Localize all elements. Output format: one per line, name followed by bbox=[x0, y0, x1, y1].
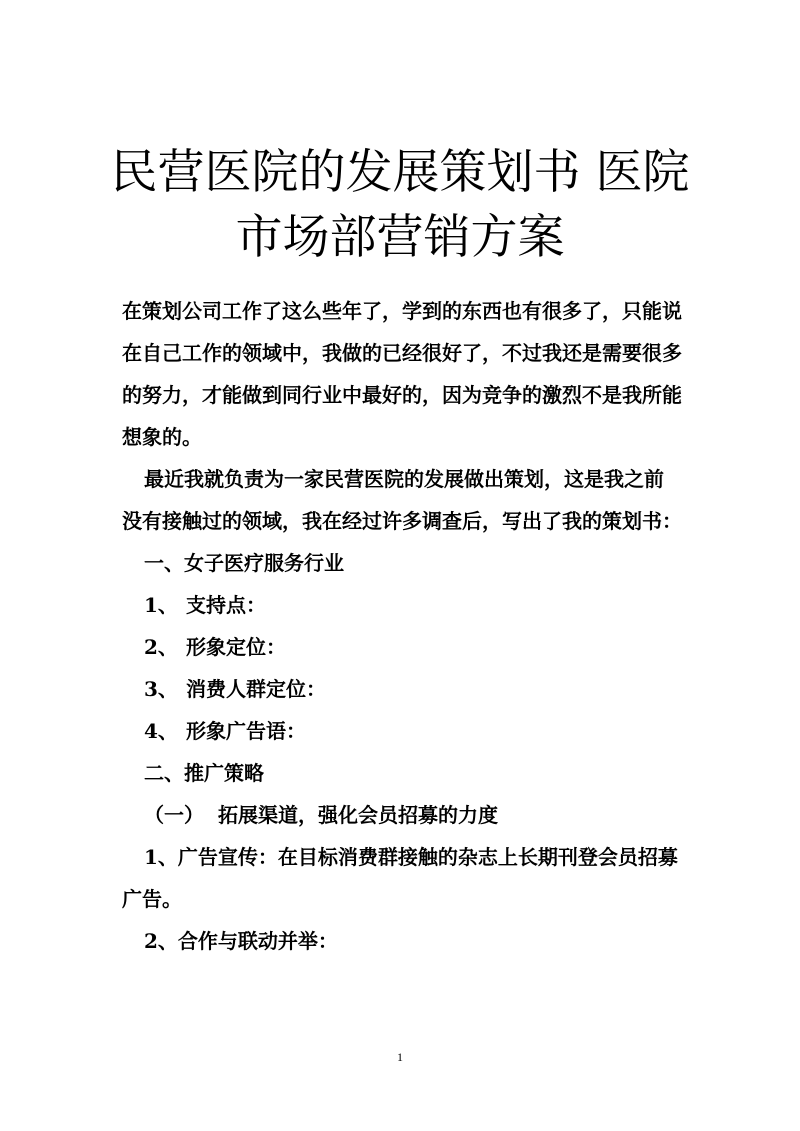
list-item-number: 4、 bbox=[144, 719, 178, 743]
paragraph-background: 最近我就负责为一家民营医院的发展做出策划，这是我之前没有接触过的领域，我在经过许多调查后，写出了我的策划书： bbox=[122, 467, 682, 533]
section-heading-2: 二、推广策略 bbox=[144, 761, 264, 785]
list-item bbox=[122, 584, 682, 626]
list-item-text: 形象广告语： bbox=[186, 719, 306, 743]
list-item bbox=[122, 626, 682, 668]
list-item-text: 支持点： bbox=[186, 593, 266, 617]
paragraph-cooperation: 2、合作与联动并举： bbox=[144, 929, 338, 953]
list-item-number: 2、 bbox=[144, 635, 178, 659]
list-item-number: 3、 bbox=[144, 677, 178, 701]
list-item-text: 消费人群定位： bbox=[186, 677, 326, 701]
page-number: 1 bbox=[397, 1050, 403, 1064]
section-heading-1: 一、女子医疗服务行业 bbox=[144, 551, 344, 575]
sub-heading bbox=[122, 794, 682, 836]
sub-heading-text: 拓展渠道，强化会员招募的力度 bbox=[218, 803, 498, 827]
list-item bbox=[122, 710, 682, 752]
paragraph-intro: 在策划公司工作了这么些年了，学到的东西也有很多了，只能说在自己工作的领域中，我做的已经很好了，不过我还是需要很多的努力，才能做到同行业中最好的，因为竞争的激烈不是我所能想象的。 bbox=[122, 299, 682, 449]
list-item-text: 形象定位： bbox=[186, 635, 286, 659]
document-title: 民营医院的发展策划书 医院市场部营销方案 bbox=[110, 145, 690, 265]
list-item bbox=[122, 668, 682, 710]
paragraph-advertising: 1、广告宣传：在目标消费群接触的杂志上长期刊登会员招募广告。 bbox=[122, 845, 678, 911]
document-body bbox=[122, 290, 682, 962]
list-item-number: 1、 bbox=[144, 593, 178, 617]
sub-heading-number: （一） bbox=[144, 803, 204, 827]
